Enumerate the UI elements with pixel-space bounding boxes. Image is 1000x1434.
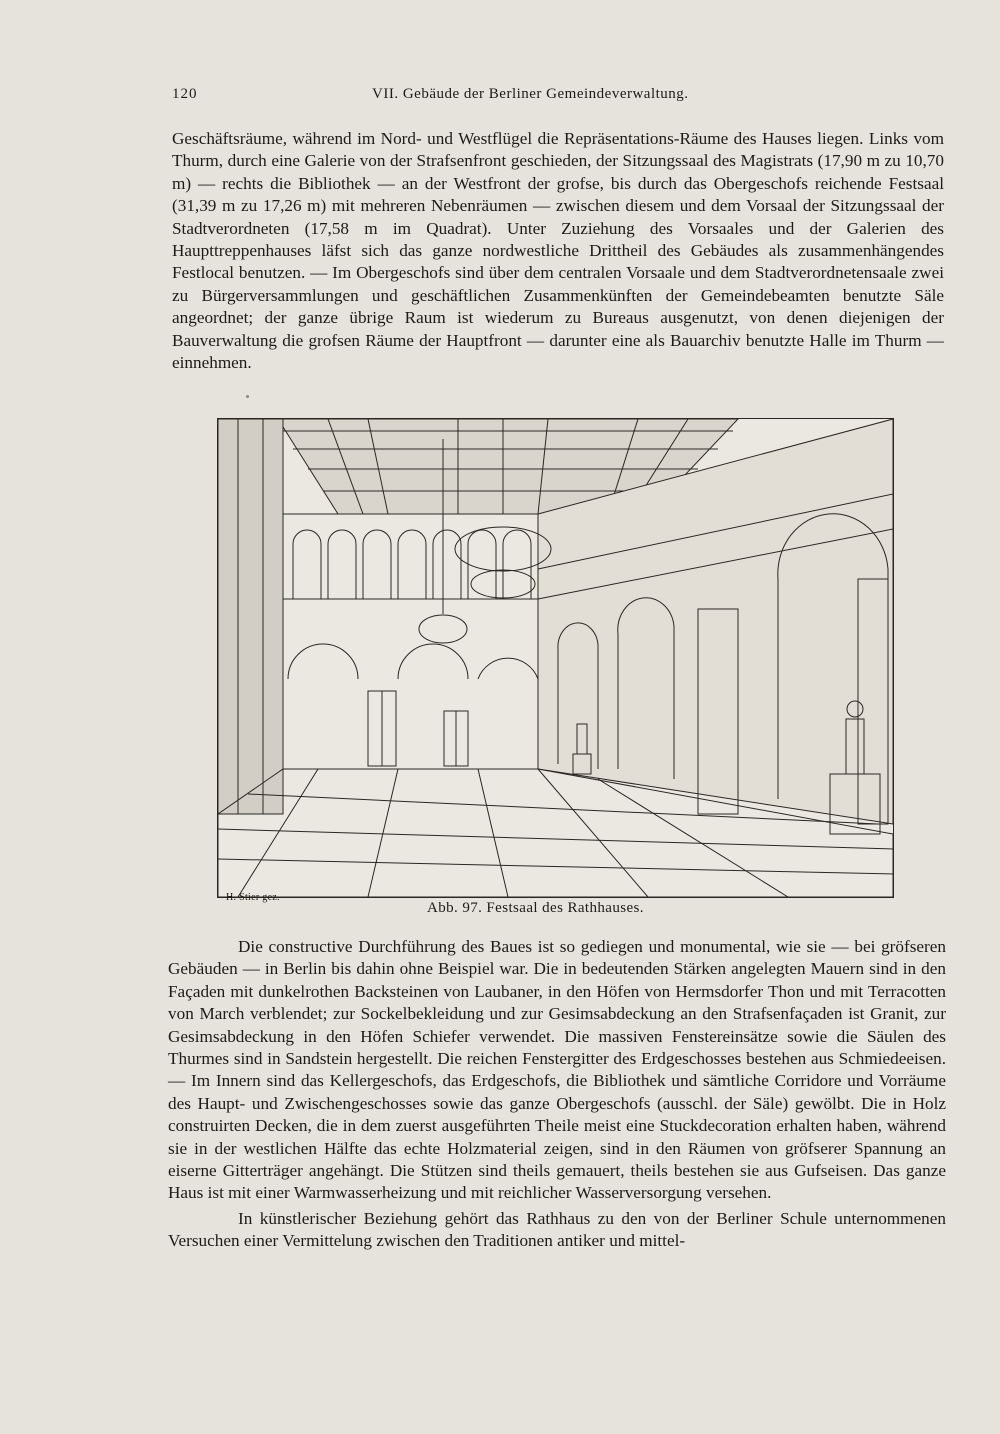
paragraph: Geschäftsräume, während im Nord- und Westflügel die Repräsentations-Räume des Hauses liegen. Links vom Thurm, durch eine Galerie von der Strafsenfront geschieden, der Sitzungssaal des Magistrats (17,90 m zu 10,70 m) — rechts die Bibliothek — an der Westfront der grofse, bis durch das Obergeschofs reichende Festsaal (31,39 m zu 17,26 m) mit mehreren Nebenräumen — zwischen diesem und dem Vorsaal der Sitzungssaal der Stadtverordneten (17,58 m im Quadrat). Unter Zuziehung des Vorsaales und der Galerien des Haupttreppenhauses läfst sich das ganze nordwestliche Drittheil des Gebäudes als zusammenhängendes Festlocal benutzen. — Im Obergeschofs sind über dem centralen Vorsaale und dem Stadtverordnetensaale zwei zu Bürgerversammlungen und geschäftlichen Zusammenkünften der Gemeindebeamten benutzte Säle angeordnet; der ganze übrige Raum ist wiederum zu Bureaus ausgenutzt, von denen diejenigen der Bauverwaltung die grofsen Räume der Hauptfront — darunter eine als Bauarchiv benutzte Halle im Thurm — einnehmen. [172,129,944,373]
left-column [218,419,283,814]
festsaal-engraving [218,419,893,897]
paragraph: Die constructive Durchführung des Baues ist so gediegen und monumental, wie sie — bei gröfseren Gebäuden — in Berlin bis dahin ohne Beispiel war. Die in bedeutenden Stärken angelegten Mauern sind in den Façaden mit dunkelrothen Backsteinen von Laubaner, in den Höfen von Hermsdorfer Thon und mit Terracotten von March verblendet; zur Sockelbekleidung und zur Gesimsabdeckung an den Strafsenfaçaden ist Granit, zur Gesimsabdeckung in den Höfen Schiefer verwendet. Die massiven Fenstereinsätze sowie die Säulen des Thurmes sind in Sandstein hergestellt. Die reichen Fenstergitter des Erdgeschosses bestehen aus Schmiedeeisen. — Im Innern sind das Kellergeschofs, das Erdgeschofs, die Bibliothek und sämtliche Corridore und Vorräume des Haupt- und Zwischengeschosses sowie das ganze Obergeschofs (ausschl. der Säle) gewölbt. Die in Holz construirten Decken, die in dem zuerst ausgeführten Theile meist eine Stuckdecoration erhalten haben, während sie in der westlichen Hälfte das echte Holzmaterial zeigen, sind in den Räumen von gröfserer Spannung an eiserne Gitterträger angehängt. Die Stützen sind theils gemauert, theils bestehen sie aus Gufseisen. Das ganze Haus ist mit einer Warmwasserheizung und mit reichlicher Wasserversorgung versehen. [168,937,946,1203]
page-header [172,86,942,112]
page-number: 120 [172,86,198,102]
body-text-top [172,128,944,374]
figure-caption: Abb. 97. Festsaal des Rathhauses. [427,900,644,916]
illustrator-credit: H. Stier gez. [226,892,280,903]
back-wall [283,599,538,769]
body-text-bottom [168,936,946,1256]
print-speck [246,395,249,398]
paragraph: In künstlerischer Beziehung gehört das Rathhaus zu den von der Berliner Schule unternommenen Versuchen einer Vermittelung zwischen den Traditionen antiker und mittel- [168,1208,946,1251]
running-title: VII. Gebäude der Berliner Gemeindeverwaltung. [372,86,689,102]
festsaal-illustration [217,418,894,898]
